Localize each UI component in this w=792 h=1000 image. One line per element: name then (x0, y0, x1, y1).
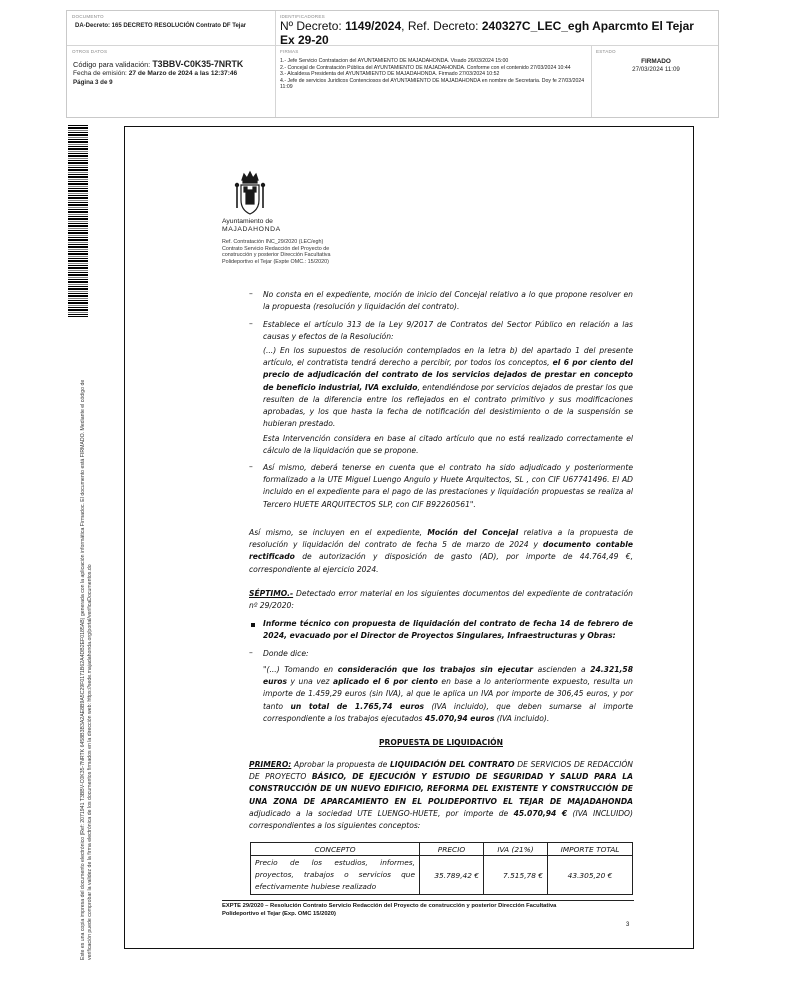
section-title (249, 737, 633, 749)
firma-item: 1.- Jefe Servicio Contratacion del AYUNTAMIENTO DE MAJADAHONDA. Visado 26/03/2024 15:00 (280, 58, 509, 64)
logo-text-1: Ayuntamiento de (222, 218, 273, 225)
septimo-label: SÉPTIMO.- (249, 589, 294, 598)
firma-item: 2.- Concejal de Contratación Pública del AYUNTAMIENTO DE MAJADAHONDA. Conforme con el contenido 27/03/2024 10:44 (280, 64, 571, 71)
codigo-line (73, 59, 243, 69)
dash-marker: – (249, 319, 253, 328)
paragraph-informe-tecnico (263, 618, 633, 642)
fecha-value: 27 de Marzo de 2024 a las 12:37:46 (128, 70, 238, 77)
text-span: (...) En los supuestos de resolución contemplados en la letra b) del apartado 1 del presente artículo, el contratista tendrá derecho a percibir, por todos los conceptos, (263, 346, 633, 368)
cell-concepto: Precio de los estudios, informes, proyectos, trabajos o servicios que efectivamente hubiese realizado (251, 856, 420, 895)
side-verification-text-1: Este es una copia impresa del documento electrónico (Ref: 2071941 T3BBV-C0K35-7NRTK 6458B3B3A2AE8B9A5C29F0171B62A4DB2EF0185AB) generada con la aplicación informática Firmadoc. El documento está FIRMADO. Mediante el código de (80, 379, 86, 960)
fecha-line (73, 70, 237, 77)
documento-caption: DOCUMENTO (72, 14, 104, 19)
paragraph-no-consta: No consta en el expediente, moción de inicio del Concejal relativo a lo que propone resolver en la propuesta (resolución y liquidación del contrato). (263, 290, 633, 312)
firmas-list (280, 58, 586, 91)
municipal-logo (222, 166, 282, 233)
text-span-bold: un total de 1.765,74 euros (290, 701, 425, 711)
side-verification-text-2: verificación puede comprobar la validez de la firma electrónica de los documentos firmados en la dirección web: https://sede.majadahonda.org/portal/verificaDocumentos.do (87, 564, 93, 960)
firmas-caption: FIRMAS (280, 49, 299, 54)
bullet-marker (251, 623, 255, 627)
text-span: Detectado error material en los siguientes documentos del expediente de contratación nº 29/2020: (249, 589, 633, 611)
codigo-value: T3BBV-C0K35-7NRTK (152, 59, 244, 69)
ref-line: Contrato Servicio Redacción del Proyecto de (222, 245, 330, 252)
text-span-bold: 45.070,94 euros (424, 713, 495, 723)
decreto-ref-value: 240327C_LEC_egh Aparcmto El Tejar Ex 29-20 (280, 19, 694, 47)
liquidation-table (250, 842, 633, 895)
text-span-bold: 45.070,94 € (513, 808, 568, 818)
reference-block (222, 239, 372, 265)
paragraph-ute: Así mismo, deberá tenerse en cuenta que el contrato ha sido adjudicado y posteriormente formalizado a la UTE Miguel Luengo Angulo y Huete Arquitectos, SL , con CIF U67741496. El AD incluido en el expediente para el pago de las prestaciones y liquidación propuestas se realiza al Tercero HUETE ARQUITECTOS SLP, con CIF B92260561". (263, 463, 633, 509)
paragraph-intervencion: Esta Intervención considera en base al citado artículo que no está realizado correctamente el cálculo de la liquidación que se propone. (263, 434, 633, 456)
text-span-bold: el 6 por ciento del precio de adjudicación del contrato de los servicios dejados de prestar en concepto de beneficio industrial, IVA excluido (263, 358, 633, 392)
text-span: ascienden a (533, 665, 591, 674)
dash-marker: – (249, 648, 253, 657)
otros-caption: OTROS DATOS (72, 49, 108, 54)
ref-line: construcción y posterior Dirección Facultativa (222, 252, 331, 259)
logo-text-2: MAJADAHONDA (222, 226, 281, 233)
footer-text-1: EXPTE 29/2020 – Resolución Contrato Servicio Redacción del Proyecto de construcción y posterior Dirección Facultativa (222, 903, 557, 909)
barcode (68, 125, 88, 317)
col-iva: IVA (21%) (484, 843, 548, 856)
documento-value: DA-Decreto: 165 DECRETO RESOLUCIÓN Contrato DF Tejar (75, 23, 247, 29)
propuesta-title: PROPUESTA DE LIQUIDACIÓN (378, 738, 503, 747)
col-concepto: CONCEPTO (251, 843, 420, 856)
primero-label: PRIMERO: (249, 760, 292, 769)
text-span-bold: 24.321,58 euros (263, 665, 633, 687)
dash-marker: – (249, 462, 253, 471)
estado-caption: ESTADO (596, 49, 616, 54)
paragraph-cita-liquidacion (263, 664, 633, 725)
text-span-bold: LIQUIDACIÓN DEL CONTRATO (389, 760, 515, 769)
footer-text-2: Polideportivo el Tejar (Exp. OMC 15/2020) (222, 910, 336, 917)
decreto-ref-label: Ref. Decreto: (407, 19, 479, 33)
text-span: "(...) Tomando en (263, 665, 338, 674)
col-importe-total: IMPORTE TOTAL (548, 843, 633, 856)
identificadores-caption: IDENTIFICADORES (280, 14, 325, 19)
text-span: relativa a la propuesta de resolución y liquidación del contrato de fecha 5 de marzo de 2024 y (249, 528, 633, 550)
paragraph-primero (249, 759, 633, 832)
firma-item: 3.- Alcaldesa Presidenta del AYUNTAMIENTO DE MAJADAHONDA. Firmado 27/03/2024 10:52 (280, 71, 500, 77)
decreto-prefix: Nº Decreto: (280, 19, 342, 33)
text-span: Aprobar la propuesta de (291, 760, 390, 769)
ref-line: Ref. Contratación INC_29/2020 (LEC/egh) (222, 239, 324, 245)
firma-item: 4.- Jefe de servicios Juridicos Contenciosos del AYUNTAMIENTO DE MAJADAHONDA en nombre de Secretaria. Doy fe 27/03/2024 11:09 (280, 77, 585, 90)
text-span: adjudicado a la sociedad UTE LUENGO-HUETE, por importe de (249, 808, 514, 818)
codigo-label: Código para validación: (73, 60, 151, 69)
coat-of-arms-icon (222, 166, 282, 218)
text-span: (IVA INCLUIDO) correspondientes a los siguientes conceptos: (249, 808, 633, 831)
page-footer (222, 900, 634, 919)
text-span: (IVA incluido), que deben sumarse al importe correspondiente a los trabajos ejecutados (263, 701, 634, 723)
text-span-bold: documento contable rectificado (249, 540, 633, 562)
col-precio: PRECIO (420, 843, 484, 856)
text-span-bold: consideración que los trabajos sin ejecutar (337, 665, 533, 674)
text-span-bold: Informe técnico con propuesta de liquidación del contrato de fecha 14 de febrero de 2024, evacuado por el Director de Proyectos Singulares, Infraestructuras y Obras: (263, 619, 633, 641)
cell-importe-total: 43.305,20 € (548, 856, 633, 895)
page-number: 3 (626, 922, 630, 928)
cell-precio: 35.789,42 € (420, 856, 484, 895)
paragraph-articulo-313: Establece el artículo 313 de la Ley 9/2017 de Contratos del Sector Público en relación a las causas y efectos de la Resolución: (263, 320, 633, 342)
table-row (251, 856, 633, 895)
text-span: (IVA incluido). (494, 713, 550, 723)
text-span: en base a lo anteriormente expuesto, resulta un importe de 1.459,29 euros (sin IVA), al que le aplica un IVA por importe de 306,45 euros, y por tanto (263, 677, 633, 711)
estado-date: 27/03/2024 11:09 (632, 66, 680, 73)
decreto-line: Nº Decreto: 1149/2024, Ref. Decreto: 240327C_LEC_egh Aparcmto El Tejar Ex 29-20 (280, 19, 694, 47)
text-span-bold: aplicado el 6 por ciento (333, 677, 438, 687)
text-span-bold: BÁSICO, DE EJECUCIÓN Y ESTUDIO DE SEGURIDAD Y SALUD PARA LA CONSTRUCCIÓN DE UN NUEVO EDIFICIO, REFORMA DEL EXISTENTE Y CONSTRUCCIÓN DE UNA ZONA DE APARCAMIENTO EN EL POLIDEPORTIVO EL TEJAR DE MAJADAHONDA (249, 772, 633, 806)
dash-marker: – (249, 289, 253, 298)
decreto-number: 1149/2024 (345, 19, 402, 33)
table-header-row (251, 843, 633, 856)
text-span: DE SERVICIOS DE REDACCIÓN DE PROYECTO (249, 760, 633, 782)
ref-line: Polideportivo el Tejar (Expte OMC.: 15/2020) (222, 258, 329, 265)
paragraph-septimo (249, 588, 633, 612)
cell-iva: 7.515,78 € (484, 856, 548, 895)
text-span: Así mismo, se incluyen en el expediente, (249, 528, 428, 537)
fecha-label: Fecha de emisión: (73, 70, 127, 77)
text-span-bold: Moción del Concejal (427, 528, 519, 537)
paragraph-donde-dice: Donde dice: (263, 649, 309, 658)
paragraph-mocion (249, 527, 633, 576)
text-span: de autorización y disposición de gasto (AD), por importe de 44.764,49 €, correspondiente al ejercicio 2024. (249, 552, 633, 574)
estado-value: FIRMADO (641, 58, 671, 65)
paragraph-cita-313 (263, 345, 633, 430)
pagina-line: Página 3 de 9 (73, 79, 113, 86)
text-span: y una vez (287, 677, 333, 687)
text-span: , entendiéndose por servicios dejados de prestar los que resulten de la diferencia entre los reflejados en el contrato primitivo y sus modificaciones aprobadas, y los que hasta la fecha de notificación del desistimiento o de la suspensión se hubieran prestado. (263, 382, 633, 429)
signature-header (66, 10, 719, 118)
